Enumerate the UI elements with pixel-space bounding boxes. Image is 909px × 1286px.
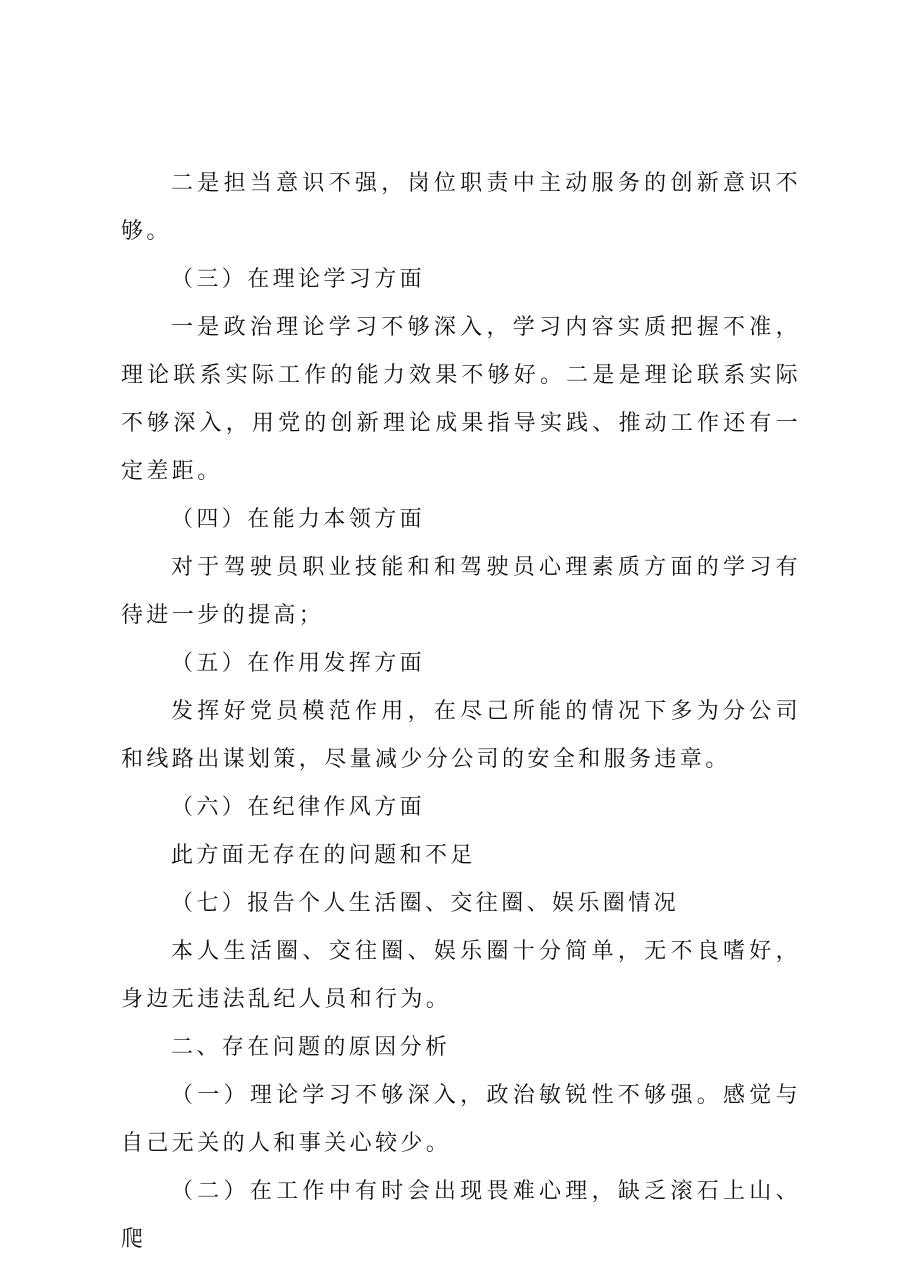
section-heading-role: （五）在作用发挥方面 xyxy=(171,651,426,676)
paragraph-personal-circles: 本人生活圈、交往圈、娱乐圈十分简单，无不良嗜好，身边无违法乱纪人员和行为。 xyxy=(121,939,801,1012)
section-heading-ability: （四）在能力本领方面 xyxy=(171,507,426,532)
document-body xyxy=(121,160,801,1264)
paragraph-responsibility: 二是担当意识不强，岗位职责中主动服务的创新意识不够。 xyxy=(121,171,801,244)
paragraph-discipline: 此方面无存在的问题和不足 xyxy=(171,843,476,868)
paragraph-theory-study: 一是政治理论学习不够深入，学习内容实质把握不准，理论联系实际工作的能力效果不够好。二是是理论联系实际不够深入，用党的创新理论成果指导实践、推动工作还有一定差距。 xyxy=(121,315,801,484)
paragraph-role: 发挥好党员模范作用，在尽己所能的情况下多为分公司和线路出谋划策，尽量减少分公司的安全和服务违章。 xyxy=(121,699,801,772)
section-heading-personal-circles: （七）报告个人生活圈、交往圈、娱乐圈情况 xyxy=(171,891,680,916)
paragraph-cause-two: （二）在工作中有时会出现畏难心理，缺乏滚石上山、爬 xyxy=(121,1179,801,1252)
section-heading-theory-study: （三）在理论学习方面 xyxy=(171,267,426,292)
section-heading-cause-analysis: 二、存在问题的原因分析 xyxy=(171,1035,451,1060)
paragraph-ability: 对于驾驶员职业技能和和驾驶员心理素质方面的学习有待进一步的提高； xyxy=(121,555,801,628)
section-heading-discipline: （六）在纪律作风方面 xyxy=(171,795,426,820)
paragraph-cause-one: （一）理论学习不够深入，政治敏锐性不够强。感觉与自己无关的人和事关心较少。 xyxy=(121,1083,801,1156)
